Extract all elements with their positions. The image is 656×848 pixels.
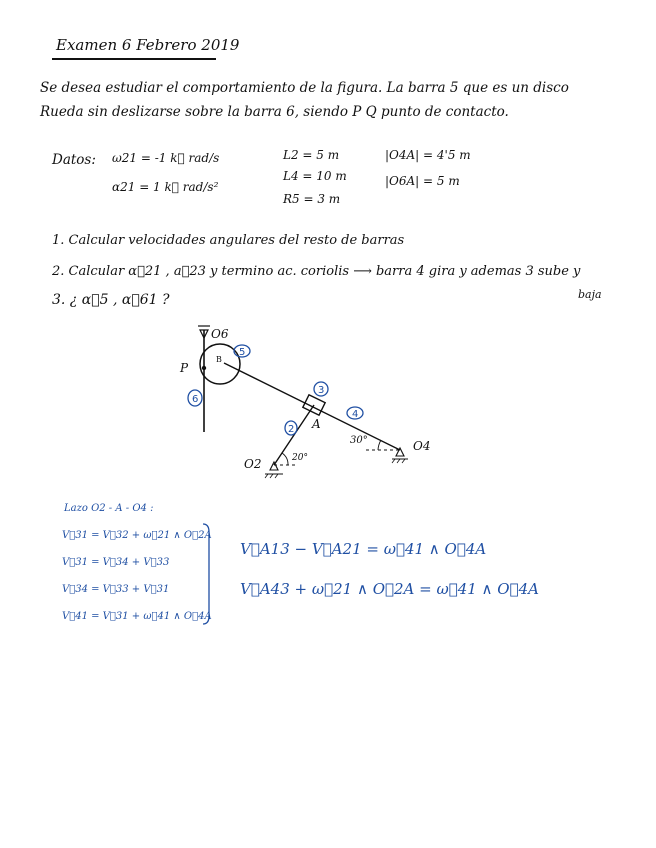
intro-line-1: Se desea estudiar el comportamiento de la figura. La barra 5 que es un disco bbox=[40, 80, 569, 96]
label-p: P bbox=[180, 361, 189, 375]
label-o2: O2 bbox=[244, 457, 262, 471]
label-bar-2: 2 bbox=[288, 424, 295, 435]
question-2: 2. Calcular α⃗21 , a⃗23 y termino ac. coriolis ⟶ barra 4 gira y ademas 3 sube y bbox=[52, 264, 581, 279]
mechanism-figure bbox=[170, 315, 450, 500]
label-angle-30: 30° bbox=[350, 435, 368, 446]
datos-a21: α21 = 1 k⃗ rad/s² bbox=[112, 180, 219, 194]
datos-L2: L2 = 5 m bbox=[283, 148, 340, 162]
datos-O4A: |O4A| = 4'5 m bbox=[385, 148, 471, 162]
big-eq-2: V⃗A43 + ω⃗21 ∧ O⃗2A = ω⃗41 ∧ O⃗4A bbox=[240, 580, 539, 598]
big-eq-1: V⃗A13 − V⃗A21 = ω⃗41 ∧ O⃗4A bbox=[240, 540, 487, 558]
intro-line-2: Rueda sin deslizarse sobre la barra 6, siendo P Q punto de contacto. bbox=[40, 104, 509, 120]
datos-w21: ω21 = -1 k⃗ rad/s bbox=[112, 151, 220, 165]
title-underline bbox=[52, 58, 216, 60]
label-angle-20: 20° bbox=[292, 453, 308, 463]
question-2-continuation: baja bbox=[578, 288, 602, 301]
small-eq-1: V⃗31 = V⃗32 + ω⃗21 ∧ O⃗2A bbox=[62, 530, 212, 541]
label-bar-4: 4 bbox=[352, 409, 359, 420]
label-o6: O6 bbox=[211, 327, 229, 341]
bracket bbox=[200, 522, 214, 626]
label-a: A bbox=[312, 417, 321, 431]
angle-arc-30 bbox=[378, 440, 381, 450]
small-eq-3: V⃗34 = V⃗33 + V⃗31 bbox=[62, 584, 170, 595]
question-1: 1. Calcular velocidades angulares del resto de barras bbox=[52, 233, 405, 248]
label-bar-5: 5 bbox=[239, 347, 246, 358]
ground-o2-icon bbox=[270, 462, 278, 470]
page-title: Examen 6 Febrero 2019 bbox=[56, 36, 240, 54]
contact-point-p bbox=[202, 366, 206, 370]
datos-O6A: |O6A| = 5 m bbox=[385, 174, 460, 188]
small-eq-4: V⃗41 = V⃗31 + ω⃗41 ∧ O⃗4A bbox=[62, 611, 212, 622]
datos-L4: L4 = 10 m bbox=[283, 169, 347, 183]
label-b: B bbox=[216, 355, 222, 364]
label-bar-6: 6 bbox=[192, 394, 199, 405]
small-eq-2: V⃗31 = V⃗34 + V⃗33 bbox=[62, 557, 170, 568]
angle-arc-20 bbox=[282, 453, 288, 465]
label-o4: O4 bbox=[413, 439, 431, 453]
question-3: 3. ¿ α⃗5 , α⃗61 ? bbox=[52, 292, 170, 308]
datos-R5: R5 = 3 m bbox=[283, 192, 341, 206]
datos-label: Datos: bbox=[52, 152, 96, 168]
bar-long bbox=[224, 363, 400, 450]
label-bar-3: 3 bbox=[318, 385, 325, 396]
lazo-title: Lazo O2 - A - O4 : bbox=[64, 503, 154, 514]
